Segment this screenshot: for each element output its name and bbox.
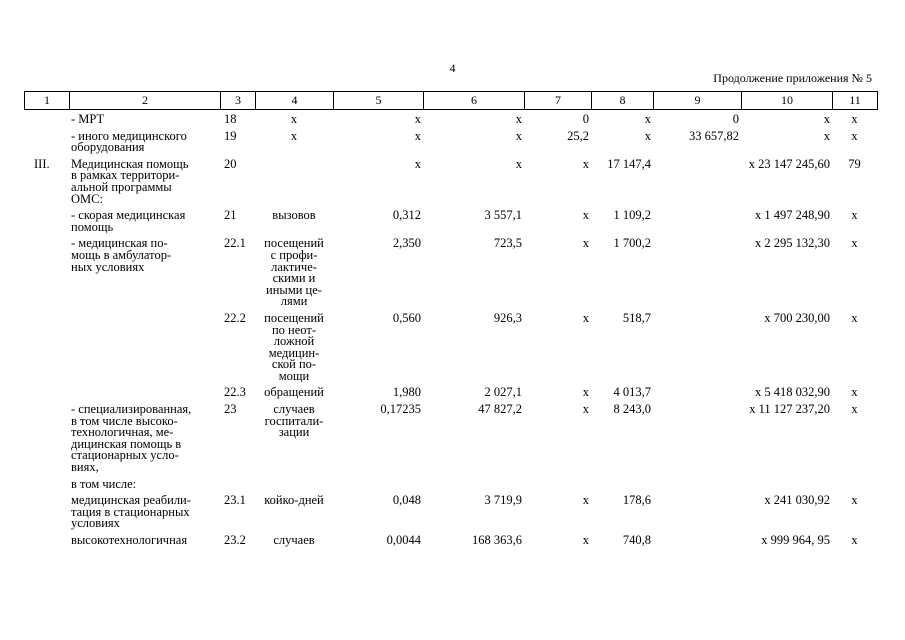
row-code-cell: 21 [224,208,237,223]
header-cell-9: 9 [654,92,742,110]
description-cell: - иного медицинского оборудования [71,128,187,155]
row-code-cell: 23.2 [224,533,246,547]
col7-value-cell: x [582,493,589,508]
unit-cell: посещений с профи- лактиче- скими и иными це- лями [264,236,324,309]
col11-value-cell: x [851,385,858,400]
header-cell-6: 6 [424,92,525,110]
volume-norm-cell: 0,0044 [386,533,421,547]
description-cell [69,311,220,386]
col10-value-cell: x 999 964, 95 [761,533,830,547]
col9-value-cell [653,311,741,386]
cost-norm-cell: 168 363,6 [472,533,522,547]
row-code-cell: 19 [224,128,237,143]
cost-norm-cell: 47 827,2 [478,402,522,417]
volume-norm-cell: 2,350 [392,236,421,251]
col7-value-cell: x [582,310,589,325]
col9-value-cell [653,402,741,477]
table-row [24,311,877,386]
header-cell-7: 7 [525,92,592,110]
cost-norm-cell: x [515,156,522,171]
table-row [24,533,877,550]
col9-value-cell [653,385,741,402]
row-code-cell: 22.3 [224,385,246,400]
continuation-caption: Продолжение приложения № 5 [713,71,872,85]
description-cell: высокотехнологичная [71,533,188,547]
col9-value-cell [653,157,741,208]
col8-value-cell: 17 147,4 [607,156,651,171]
col8-value-cell: 4 013,7 [613,385,651,400]
unit-cell [255,157,333,208]
section-number-cell [24,402,69,477]
col11-value-cell: x [851,493,858,508]
col8-value-cell: 1 109,2 [613,208,651,223]
header-cell-1: 1 [25,92,70,110]
col8-value-cell: x [644,112,651,126]
volume-norm-cell: 0,312 [392,208,421,223]
volume-norm-cell: x [414,112,421,126]
volume-norm-cell: x [414,156,421,171]
unit-cell: койко-дней [264,493,324,508]
col7-value-cell [524,477,591,494]
col11-value-cell: x [851,128,858,143]
volume-norm-cell: 1,980 [392,385,421,400]
section-number-cell [24,236,69,311]
col11-value-cell: x [851,236,858,251]
col7-value-cell: x [582,236,589,251]
section-number-cell [24,493,69,533]
col8-value-cell: 8 243,0 [613,402,651,417]
table-row [24,236,877,311]
unit-cell: вызовов [272,208,316,223]
volume-norm-cell: 0,560 [392,310,421,325]
cost-norm-cell: 2 027,1 [484,385,522,400]
col10-value-cell [741,477,832,494]
col7-value-cell: x [582,402,589,417]
header-cell-10: 10 [742,92,833,110]
col10-value-cell: x 23 147 245,60 [748,156,830,171]
section-number-cell: III. [34,156,50,171]
col9-value-cell [653,493,741,533]
col11-value-cell: x [851,533,858,547]
unit-cell [255,477,333,494]
unit-cell: обращений [264,385,324,400]
row-code-cell: 23 [224,402,237,417]
description-cell: - МРТ [71,112,105,126]
col8-value-cell: 178,6 [622,493,651,508]
volume-norm-cell [333,477,423,494]
cost-norm-cell: 723,5 [493,236,522,251]
cost-norm-cell: x [515,128,522,143]
volume-norm-cell: 0,17235 [380,402,421,417]
col9-value-cell [653,533,741,550]
header-cell-3: 3 [221,92,256,110]
col10-value-cell: x 700 230,00 [764,310,830,325]
section-number-cell [24,129,69,157]
cost-norm-cell [423,477,524,494]
header-cell-4: 4 [256,92,334,110]
description-cell [69,385,220,402]
row-code-cell: 23.1 [224,493,246,508]
unit-cell: случаев госпитали- зации [264,402,324,440]
description-cell: - скорая медицинская помощь [71,208,186,234]
description-cell: - специализированная, в том числе высоко- технологичная, ме- дицинская помощь в стационарных усло- виях, [71,402,192,475]
col11-value-cell: x [851,112,858,126]
page-number: 4 [449,61,456,75]
table-row [24,129,877,157]
table-row [24,385,877,402]
col9-value-cell: 33 657,82 [689,128,739,143]
cost-norm-cell: 3 719,9 [484,493,522,508]
description-cell: в том числе: [71,476,137,491]
table-row [24,493,877,533]
section-number-cell [24,208,69,236]
section-number-cell [24,311,69,386]
cost-norm-cell: 926,3 [493,310,522,325]
table-row [24,402,877,477]
col10-value-cell: x [823,128,830,143]
section-number-cell [24,385,69,402]
header-cell-5: 5 [334,92,424,110]
section-number-cell [24,112,69,129]
cost-norm-cell: x [515,112,522,126]
col11-value-cell [832,477,877,494]
col7-value-cell: x [582,385,589,400]
table-row [24,157,877,208]
row-code-cell: 20 [224,156,237,171]
data-table [24,112,877,550]
table-row [24,208,877,236]
col8-value-cell: 1 700,2 [613,236,651,251]
volume-norm-cell: 0,048 [392,493,421,508]
column-number-header [24,91,878,110]
col10-value-cell: x 5 418 032,90 [755,385,830,400]
col10-value-cell: x 11 127 237,20 [749,402,830,417]
unit-cell: случаев [273,533,315,547]
header-cell-8: 8 [592,92,654,110]
col10-value-cell: x 241 030,92 [764,493,830,508]
col11-value-cell: x [851,208,858,223]
section-number-cell [24,477,69,494]
col11-value-cell: x [851,402,858,417]
col7-value-cell: x [582,208,589,223]
volume-norm-cell: x [414,128,421,143]
table-row [24,477,877,494]
col8-value-cell: 740,8 [622,533,651,547]
unit-cell: x [290,128,298,143]
row-code-cell: 22.1 [224,236,246,251]
unit-cell: посещений по неот- ложной медицин- ской по- мощи [264,310,324,383]
header-cell-2: 2 [70,92,221,110]
col8-value-cell: 518,7 [622,310,651,325]
row-code-cell: 22.2 [224,310,246,325]
col9-value-cell: 0 [732,112,739,126]
col9-value-cell [653,477,741,494]
row-code-cell [220,477,255,494]
col7-value-cell: 0 [582,112,589,126]
col10-value-cell: x 2 295 132,30 [755,236,830,251]
col9-value-cell [653,208,741,236]
section-number-cell [24,533,69,550]
description-cell: - медицинская по- мощь в амбулатор- ных условиях [71,236,172,274]
col11-value-cell: x [851,310,858,325]
col10-value-cell: x [823,112,830,126]
cost-norm-cell: 3 557,1 [484,208,522,223]
col11-value-cell: 79 [848,156,861,171]
col10-value-cell: x 1 497 248,90 [755,208,830,223]
col7-value-cell: x [582,533,589,547]
table-row [24,112,877,129]
col8-value-cell [591,477,653,494]
col8-value-cell: x [644,128,651,143]
col7-value-cell: x [582,156,589,171]
header-cell-11: 11 [833,92,878,110]
unit-cell: x [290,112,298,126]
description-cell: медицинская реабили- тация в стационарных условиях [71,493,191,531]
description-cell: Медицинская помощь в рамках территори- альной программы ОМС: [71,156,189,206]
col7-value-cell: 25,2 [567,128,589,143]
row-code-cell: 18 [224,112,237,126]
col9-value-cell [653,236,741,311]
